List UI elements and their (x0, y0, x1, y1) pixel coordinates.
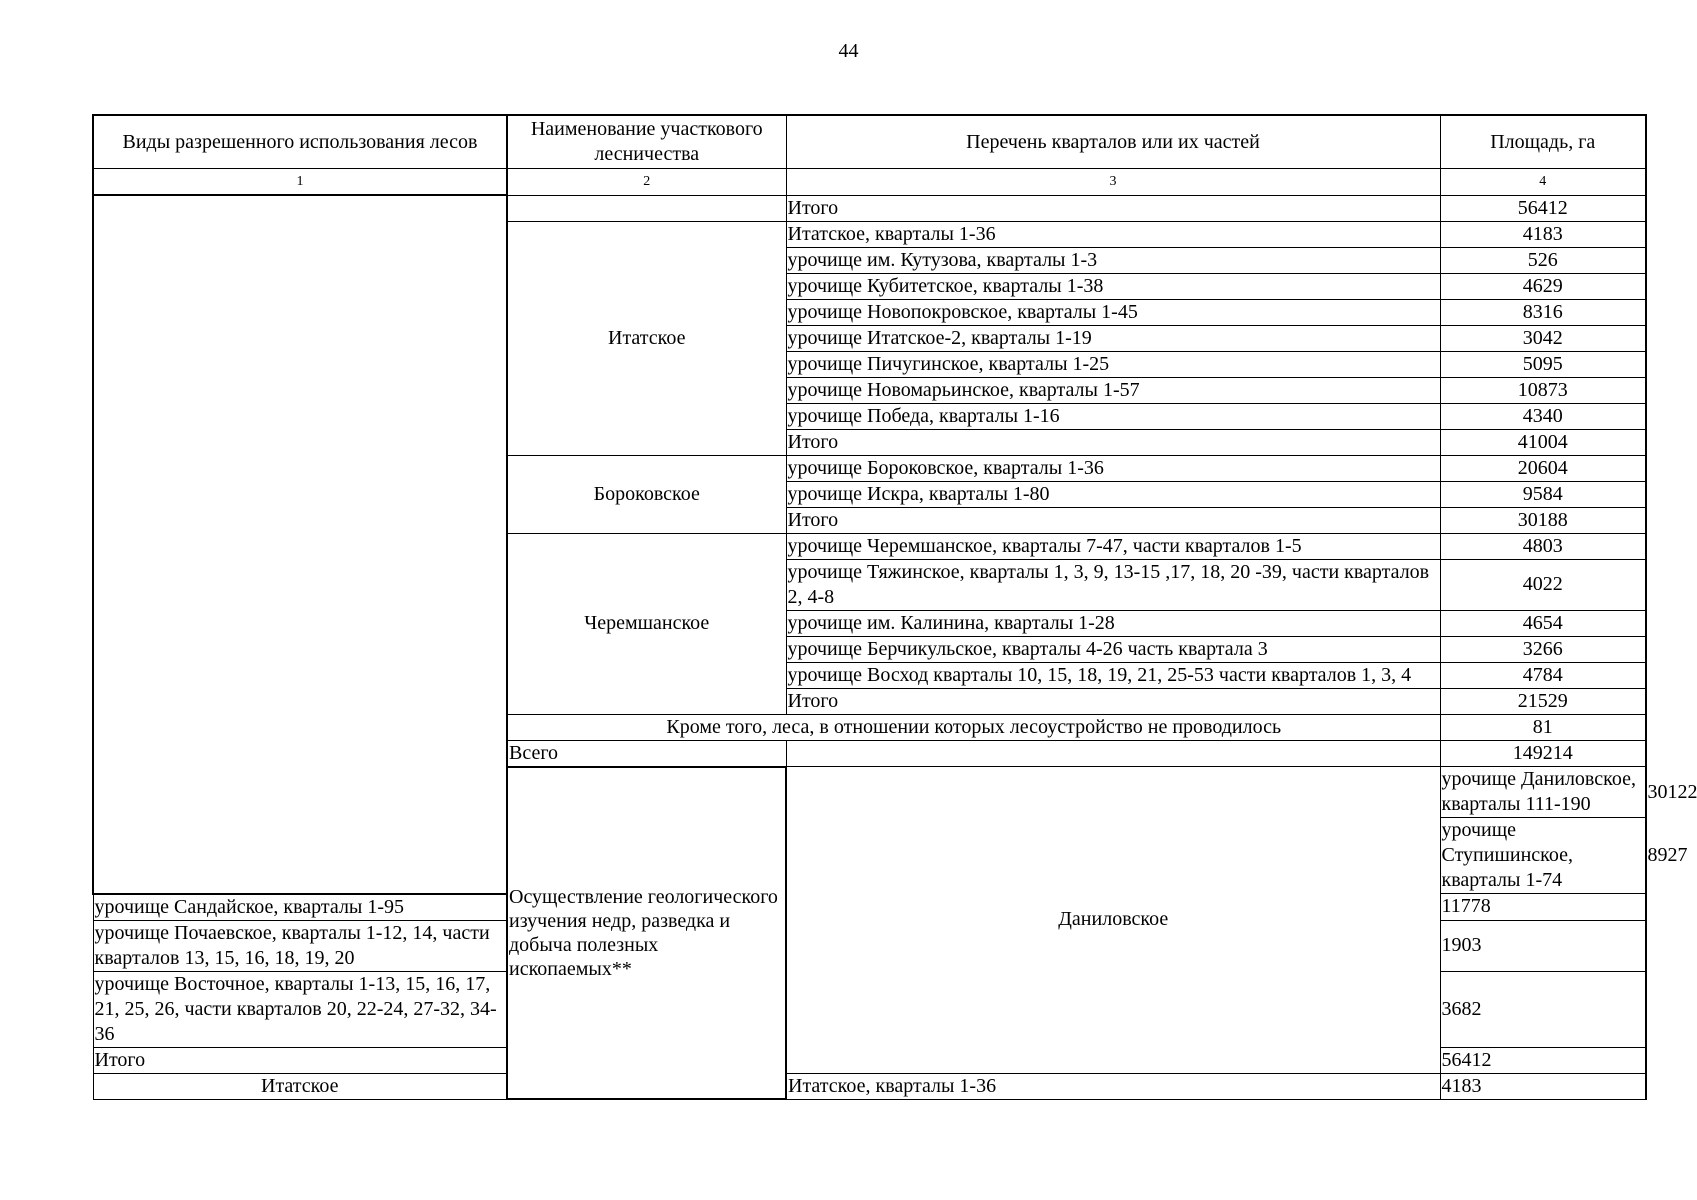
table-row: урочище Ступишинское, кварталы 1-74 8927 (93, 818, 1646, 894)
quarter-text: урочище Бороковское, кварталы 1-36 (786, 455, 1440, 481)
quarter-area: 4654 (1440, 610, 1646, 636)
quarter-text: урочище Новопокровское, кварталы 1-45 (786, 299, 1440, 325)
header-area: Площадь, га (1440, 115, 1646, 169)
quarter-area: 3682 (1440, 971, 1646, 1047)
quarter-area: 10873 (1440, 377, 1646, 403)
quarter-text: урочище Берчикульское, кварталы 4-26 часть квартала 3 (786, 636, 1440, 662)
unsurveyed-forests-area: 81 (1440, 714, 1646, 740)
forestry-name-itatskoe-2: Итатское (93, 1073, 507, 1099)
quarter-area: 8316 (1440, 299, 1646, 325)
quarter-area: 5095 (1440, 351, 1646, 377)
itogo-label: Итого (93, 1047, 507, 1073)
table-row (93, 195, 1646, 221)
forestry-name-danilovskoe: Даниловское (786, 767, 1440, 1074)
quarter-text: урочище Кубитетское, кварталы 1-38 (786, 273, 1440, 299)
itogo-label: Итого (786, 429, 1440, 455)
quarter-text: урочище Искра, кварталы 1-80 (786, 481, 1440, 507)
quarter-text: урочище Даниловское, кварталы 111-190 (1440, 767, 1646, 818)
quarter-text: урочище им. Калинина, кварталы 1-28 (786, 610, 1440, 636)
quarter-text: урочище Восход кварталы 10, 15, 18, 19, 21, 25-53 части кварталов 1, 3, 4 (786, 662, 1440, 688)
quarter-area: 4022 (1440, 559, 1646, 610)
quarter-area: 4803 (1440, 533, 1646, 559)
quarter-text: Итатское, кварталы 1-36 (786, 221, 1440, 247)
quarter-area: 9584 (1440, 481, 1646, 507)
unsurveyed-forests-text: Кроме того, леса, в отношении которых лесоустройство не проводилось (507, 714, 1440, 740)
forestry-name-itatskoe: Итатское (507, 221, 786, 455)
quarter-text: урочище Восточное, кварталы 1-13, 15, 16, 17, 21, 25, 26, части кварталов 20, 22-24, 27-32, 34-36 (93, 971, 507, 1047)
col-number-4: 4 (1440, 169, 1646, 196)
quarter-text: урочище Почаевское, кварталы 1-12, 14, части кварталов 13, 15, 16, 18, 19, 20 (93, 920, 507, 971)
quarter-area: 11778 (1440, 894, 1646, 921)
itogo-area: 41004 (1440, 429, 1646, 455)
vsego-empty-cell (786, 740, 1440, 767)
col-number-3: 3 (786, 169, 1440, 196)
quarter-area: 20604 (1440, 455, 1646, 481)
quarter-text: урочище Сандайское, кварталы 1-95 (93, 894, 507, 921)
use-type-geology: Осуществление геологического изучения недр, разведка и добыча полезных ископаемых** (507, 767, 786, 1100)
quarter-text: урочище Тяжинское, кварталы 1, 3, 9, 13-15 ,17, 18, 20 -39, части кварталов 2, 4-8 (786, 559, 1440, 610)
forestry-name-cheremshanskoe: Черемшанское (507, 533, 786, 714)
itogo-label: Итого (786, 507, 1440, 533)
header-quarters-list: Перечень кварталов или их частей (786, 115, 1440, 169)
quarter-text: урочище Ступишинское, кварталы 1-74 (1440, 818, 1646, 894)
page-number: 44 (838, 40, 859, 62)
header-use-types: Виды разрешенного использования лесов (93, 115, 507, 169)
quarter-area: 1903 (1440, 920, 1646, 971)
use-type-cell-empty (93, 195, 507, 894)
quarter-area: 3266 (1440, 636, 1646, 662)
quarter-area: 3042 (1440, 325, 1646, 351)
quarter-area: 4629 (1440, 273, 1646, 299)
itogo-area: 56412 (1440, 195, 1646, 221)
vsego-area: 149214 (1440, 740, 1646, 767)
forest-use-table (92, 114, 1697, 1100)
quarter-area: 526 (1440, 247, 1646, 273)
header-forestry-name: Наименование участкового лесничества (507, 115, 786, 169)
col-number-1: 1 (93, 169, 507, 196)
quarter-text: Итатское, кварталы 1-36 (786, 1073, 1440, 1099)
vsego-label: Всего (507, 740, 786, 767)
table-row: Осуществление геологического изучения недр, разведка и добыча полезных ископаемых** Даниловское урочище Даниловское, кварталы 111-190 30122 (93, 767, 1646, 818)
table-header-row (93, 115, 1646, 169)
col-number-2: 2 (507, 169, 786, 196)
quarter-text: урочище Победа, кварталы 1-16 (786, 403, 1440, 429)
forestry-name-borokovskoe: Бороковское (507, 455, 786, 533)
quarter-area: 4784 (1440, 662, 1646, 688)
quarter-area: 4183 (1440, 1073, 1646, 1099)
quarter-area: 4183 (1440, 221, 1646, 247)
quarter-text: урочище Новомарьинское, кварталы 1-57 (786, 377, 1440, 403)
quarter-text: урочище Черемшанское, кварталы 7-47, части кварталов 1-5 (786, 533, 1440, 559)
quarter-text: урочище Пичугинское, кварталы 1-25 (786, 351, 1440, 377)
itogo-area: 30188 (1440, 507, 1646, 533)
itogo-label: Итого (786, 195, 1440, 221)
quarter-text: урочище Итатское-2, кварталы 1-19 (786, 325, 1440, 351)
column-number-row (93, 169, 1646, 196)
forestry-cell-empty (507, 195, 786, 221)
itogo-area: 21529 (1440, 688, 1646, 714)
quarter-text: урочище им. Кутузова, кварталы 1-3 (786, 247, 1440, 273)
itogo-area: 56412 (1440, 1047, 1646, 1073)
itogo-label: Итого (786, 688, 1440, 714)
table-row (93, 1073, 1646, 1099)
quarter-area: 4340 (1440, 403, 1646, 429)
